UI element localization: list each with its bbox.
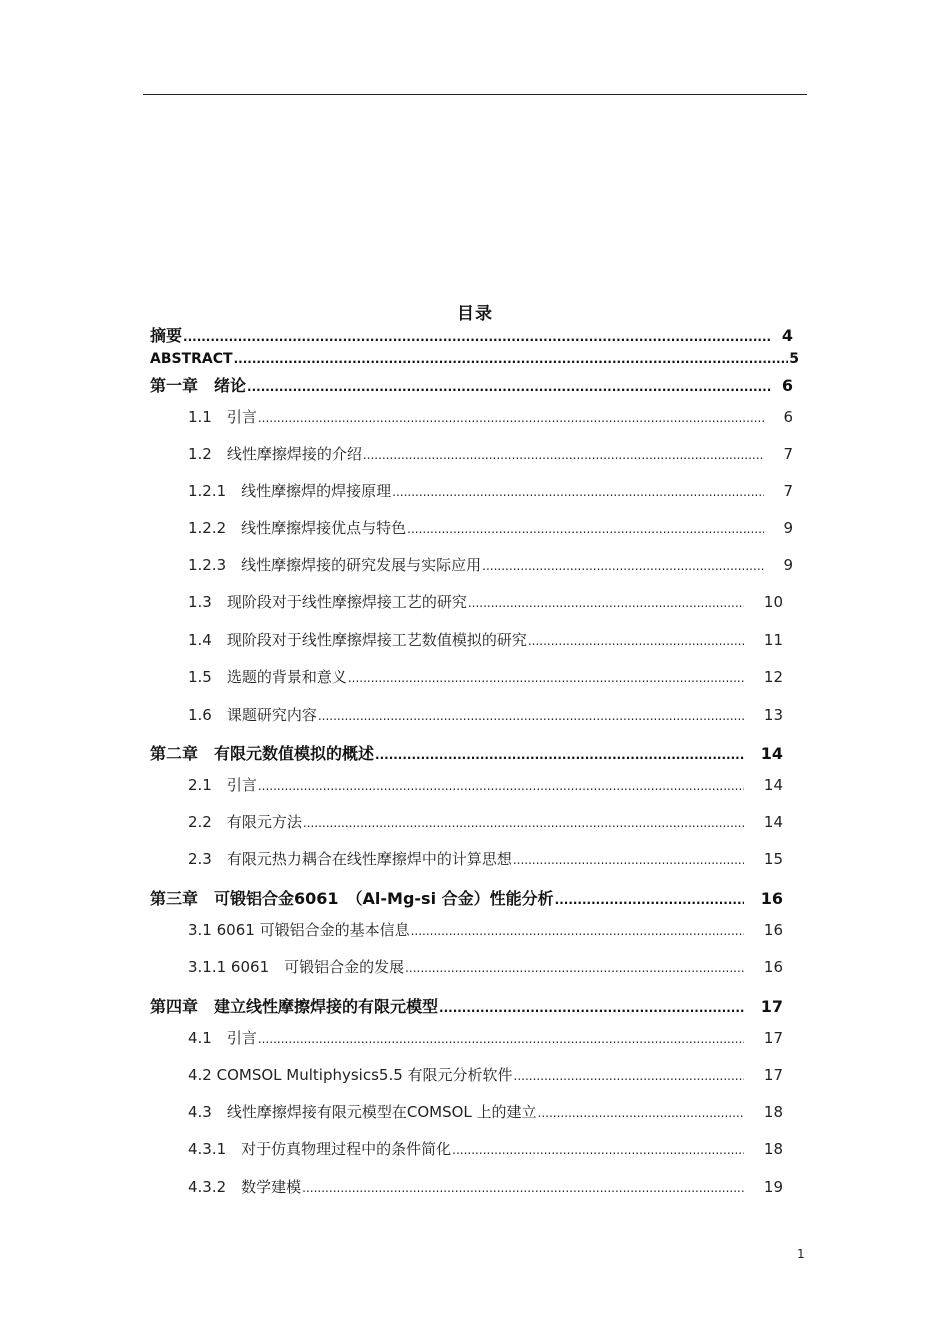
toc-leader-dots [375,745,744,765]
toc-entry[interactable] [150,744,783,765]
toc-entry-page: 17 [760,997,783,1016]
toc-entry-label: 3.1 6061 可锻铝合金的基本信息 [188,921,410,939]
toc-entry-page: 16 [763,921,783,939]
toc-entry-label: 1.1 引言 [188,408,257,426]
toc-entry-label: 2.3 有限元热力耦合在线性摩擦焊中的计算思想 [188,850,512,868]
toc-leader-dots [302,1178,744,1198]
toc-leader-dots [258,1029,744,1049]
toc-entry-label: 第四章 建立线性摩擦焊接的有限元模型 [150,997,439,1016]
toc-entry[interactable] [188,920,783,941]
toc-entry-label: 4.1 引言 [188,1029,257,1047]
toc-leader-dots [538,1103,744,1123]
toc-leader-dots [303,813,744,833]
toc-entry-page: 14 [763,776,783,794]
toc-entry-page: 17 [763,1029,783,1047]
toc-entry[interactable] [188,518,793,539]
toc-entry[interactable] [188,812,783,833]
page-number: 1 [797,1247,805,1261]
toc-leader-dots [363,445,764,465]
toc-entry-label: 1.6 课题研究内容 [188,706,317,724]
toc-entry-page: 18 [763,1103,783,1121]
toc-entry-page: 17 [763,1066,783,1084]
toc-entry[interactable] [188,1102,783,1123]
toc-entry-label: 摘要 [150,326,183,345]
toc-entry-label: 1.2.1 线性摩擦焊的焊接原理 [188,482,392,500]
toc-entry[interactable] [188,667,783,688]
toc-entry[interactable] [188,705,783,726]
toc-entry[interactable] [188,444,793,465]
toc-leader-dots [258,408,764,428]
toc-leader-dots [318,706,744,726]
toc-entry-page: 7 [783,445,793,463]
toc-entry[interactable] [150,376,793,397]
toc-leader-dots [348,668,744,688]
toc-leader-dots [183,327,772,347]
toc-leader-dots [452,1140,744,1160]
toc-entry[interactable] [188,481,793,502]
toc-entry-label: 4.2 COMSOL Multiphysics5.5 有限元分析软件 [188,1066,513,1084]
toc-entry-page: 9 [783,556,793,574]
toc-entry-label: 1.3 现阶段对于线性摩擦焊接工艺的研究 [188,593,467,611]
toc-entry-page: 12 [763,668,783,686]
toc-entry-label: 1.2.3 线性摩擦焊接的研究发展与实际应用 [188,556,482,574]
toc-entry-page: 13 [763,706,783,724]
toc-entry-label: 4.3 线性摩擦焊接有限元模型在COMSOL 上的建立 [188,1103,537,1121]
toc-entry-page: 16 [760,889,783,908]
toc-entry[interactable] [188,407,793,428]
toc-leader-dots [411,921,744,941]
toc-entry-label: ABSTRACT [150,351,233,367]
toc-entry[interactable] [188,555,793,576]
toc-entry-page: 16 [763,958,783,976]
toc-entry[interactable] [188,630,783,651]
toc-entry[interactable] [188,1065,783,1086]
toc-entry-page: 5 [789,351,799,367]
toc-entry-page: 19 [763,1178,783,1196]
toc-title: 目录 [457,304,493,324]
toc-entry-label: 4.3.1 对于仿真物理过程中的条件简化 [188,1140,452,1158]
toc-leader-dots [234,349,789,369]
toc-entry-label: 1.5 选题的背景和意义 [188,668,347,686]
toc-leader-dots [392,482,764,502]
toc-entry-page: 18 [763,1140,783,1158]
toc-leader-dots [514,1066,744,1086]
toc-leader-dots [405,958,744,978]
toc-entry-page: 10 [763,593,783,611]
toc-entry-page: 14 [760,744,783,763]
toc-entry-page: 7 [783,482,793,500]
toc-entry-page: 15 [763,850,783,868]
toc-leader-dots [513,850,744,870]
toc-entry[interactable] [188,1177,783,1198]
toc-entry[interactable] [188,1139,783,1160]
toc-entry[interactable] [188,592,783,613]
toc-entry-page: 14 [763,813,783,831]
toc-leader-dots [528,631,744,651]
toc-entry-label: 1.2 线性摩擦焊接的介绍 [188,445,362,463]
toc-leader-dots [439,998,744,1018]
toc-leader-dots [258,776,744,796]
header-rule [143,94,807,95]
toc-entry-label: 第三章 可锻铝合金6061 （Al-Mg-si 合金）性能分析 [150,889,554,908]
toc-entry-label: 第一章 绪论 [150,376,247,395]
toc-leader-dots [468,593,744,613]
toc-leader-dots [407,519,764,539]
toc-entry[interactable] [150,889,783,910]
toc-entry-label: 3.1.1 6061 可锻铝合金的发展 [188,958,405,976]
toc-entry[interactable] [150,349,799,369]
toc-entry-label: 2.2 有限元方法 [188,813,302,831]
toc-entry-label: 1.2.2 线性摩擦焊接优点与特色 [188,519,407,537]
toc-entry[interactable] [150,326,793,347]
toc-entry-page: 11 [763,631,783,649]
toc-entry-label: 第二章 有限元数值模拟的概述 [150,744,375,763]
toc-entry-label: 1.4 现阶段对于线性摩擦焊接工艺数值模拟的研究 [188,631,527,649]
toc-entry[interactable] [188,1028,783,1049]
toc-entry[interactable] [188,775,783,796]
toc-entry-page: 6 [781,376,793,395]
toc-entry-page: 9 [783,519,793,537]
toc-leader-dots [482,556,764,576]
toc-entry-label: 4.3.2 数学建模 [188,1178,302,1196]
toc-entry[interactable] [188,957,783,978]
toc-leader-dots [247,377,772,397]
toc-entry-page: 6 [783,408,793,426]
toc-entry[interactable] [188,849,783,870]
toc-entry-page: 4 [781,326,793,345]
toc-leader-dots [555,890,744,910]
toc-entry[interactable] [150,997,783,1018]
toc-entry-label: 2.1 引言 [188,776,257,794]
